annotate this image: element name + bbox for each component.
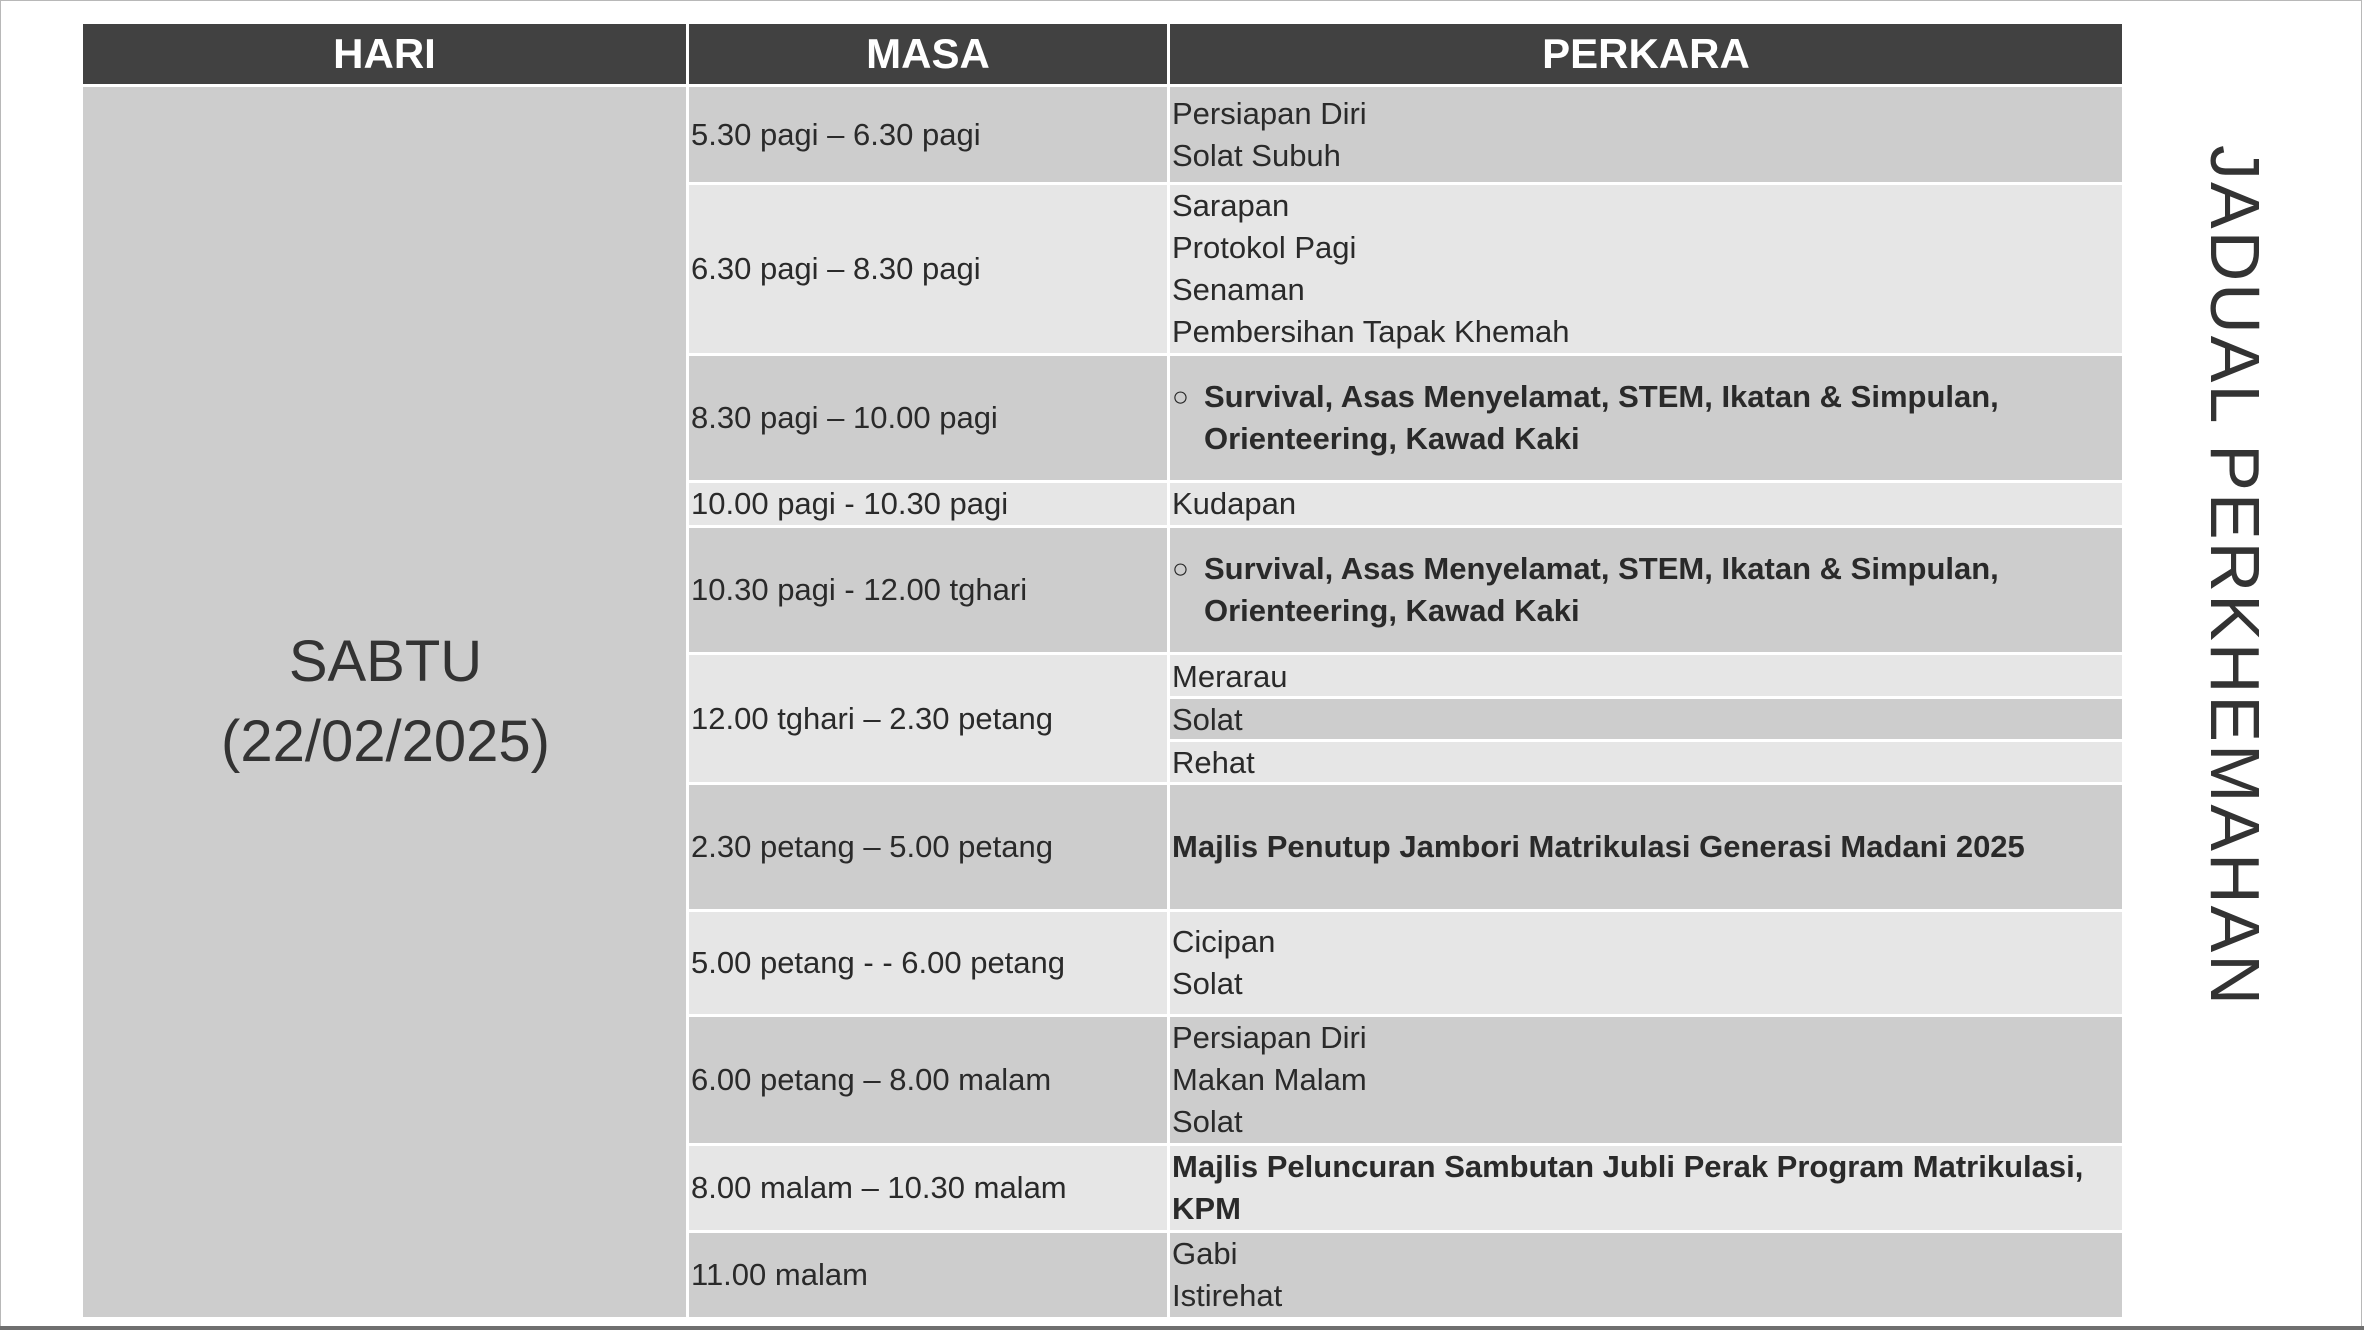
header-hari: HARI xyxy=(82,24,688,86)
activity-cell xyxy=(1169,527,2124,654)
activity-item: Senaman xyxy=(1172,272,1305,307)
activity-bullet-text: Survival, Asas Menyelamat, STEM, Ikatan & Simpulan, Orienteering, Kawad Kaki xyxy=(1204,379,1999,456)
header-perkara: PERKARA xyxy=(1169,24,2124,86)
side-title: JADUAL PERKHEMAHAN xyxy=(2196,145,2274,1007)
activity-item: Solat Subuh xyxy=(1172,137,1341,173)
activity-cell xyxy=(1169,355,2124,482)
slide-bottom-border xyxy=(0,1326,2364,1330)
activity-item: Solat xyxy=(1172,1104,1243,1139)
activity-cell xyxy=(1169,1232,2124,1319)
day-cell xyxy=(82,86,688,1319)
activity-bullet-item xyxy=(1172,376,2122,460)
activity-item: Cicipan xyxy=(1172,924,1276,959)
table-row xyxy=(82,86,2124,184)
header-row xyxy=(82,24,2124,86)
activity-cell xyxy=(1169,86,2124,184)
activity-cell: Majlis Penutup Jambori Matrikulasi Generasi Madani 2025 xyxy=(1169,784,2124,911)
time-cell: 12.00 tghari – 2.30 petang xyxy=(688,654,1169,784)
activity-item: Gabi xyxy=(1172,1236,1238,1271)
time-cell: 10.30 pagi - 12.00 tghari xyxy=(688,527,1169,654)
activity-item: Solat xyxy=(1170,699,2122,742)
activity-item: Persiapan Diri xyxy=(1172,95,1367,131)
activity-cell xyxy=(1169,911,2124,1016)
activity-item: Protokol Pagi xyxy=(1172,230,1357,265)
activity-bullet-text: Survival, Asas Menyelamat, STEM, Ikatan & Simpulan, Orienteering, Kawad Kaki xyxy=(1204,551,1999,628)
time-cell: 5.00 petang - - 6.00 petang xyxy=(688,911,1169,1016)
time-cell: 6.30 pagi – 8.30 pagi xyxy=(688,184,1169,355)
time-cell: 2.30 petang – 5.00 petang xyxy=(688,784,1169,911)
activity-cell xyxy=(1169,184,2124,355)
activity-item: Solat xyxy=(1172,966,1243,1001)
header-masa: MASA xyxy=(688,24,1169,86)
activity-item: Kudapan xyxy=(1172,486,1297,521)
time-cell: 10.00 pagi - 10.30 pagi xyxy=(688,482,1169,527)
time-cell: 8.00 malam – 10.30 malam xyxy=(688,1145,1169,1232)
time-cell: 6.00 petang – 8.00 malam xyxy=(688,1016,1169,1145)
time-cell: 5.30 pagi – 6.30 pagi xyxy=(688,86,1169,184)
time-cell: 11.00 malam xyxy=(688,1232,1169,1319)
activity-item: Persiapan Diri xyxy=(1172,1020,1367,1055)
activity-cell xyxy=(1169,1016,2124,1145)
activity-bullet-list xyxy=(1172,548,2122,632)
activity-item: Merarau xyxy=(1170,656,2122,699)
activity-bullet-list xyxy=(1172,376,2122,460)
circle-bullet-icon: ○ xyxy=(1172,553,1189,584)
activity-cell xyxy=(1169,654,2124,784)
activity-item: Pembersihan Tapak Khemah xyxy=(1172,314,1570,349)
time-cell: 8.30 pagi – 10.00 pagi xyxy=(688,355,1169,482)
circle-bullet-icon: ○ xyxy=(1172,381,1189,412)
activity-cell: Majlis Peluncuran Sambutan Jubli Perak Program Matrikulasi, KPM xyxy=(1169,1145,2124,1232)
schedule-table xyxy=(80,24,2125,1320)
activity-item: Rehat xyxy=(1170,742,2122,782)
activity-item: Istirehat xyxy=(1172,1278,1283,1313)
day-date: (22/02/2025) xyxy=(221,709,550,774)
day-name: SABTU xyxy=(288,629,483,694)
activity-bullet-item xyxy=(1172,548,2122,632)
activity-item: Makan Malam xyxy=(1172,1062,1367,1097)
activity-item: Sarapan xyxy=(1172,188,1290,223)
activity-cell xyxy=(1169,482,2124,527)
